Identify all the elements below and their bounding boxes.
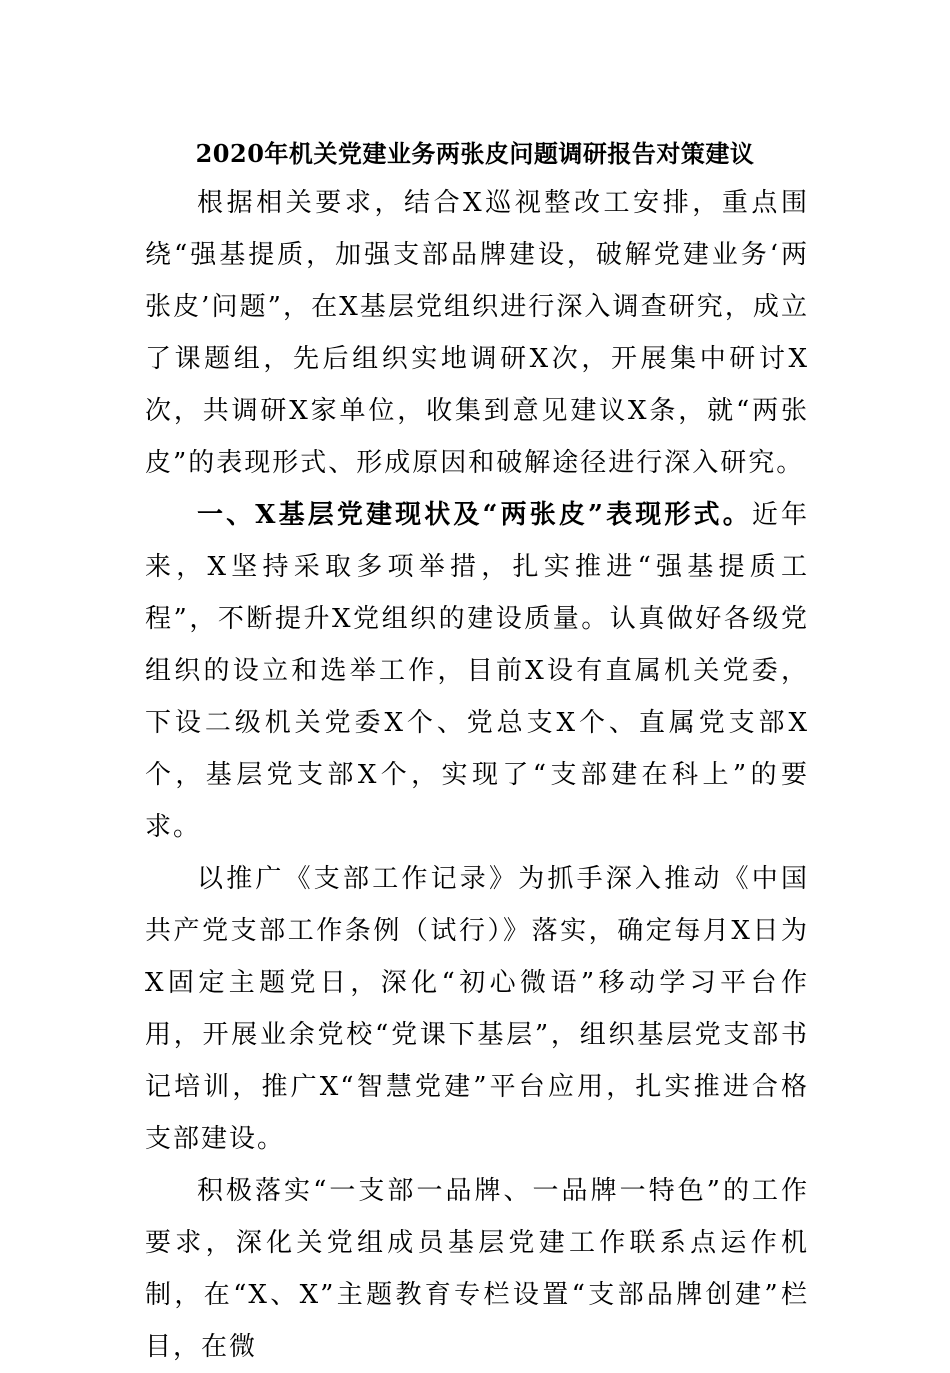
paragraph-text: 积极落实“一支部一品牌、一品牌一特色”的工作要求，深化关党组成员基层党建工作联系点运作机制，在“X、X”主题教育专栏设置“支部品牌创建”栏目，在微 [145,1176,809,1362]
paragraph-text: 根据相关要求，结合X巡视整改工安排，重点围绕“强基提质，加强支部品牌建设，破解党建业务‘两张皮’问题”，在X基层党组织进行深入调查研究，成立了课题组，先后组织实地调研X次，开展集中研讨X次，共调研X家单位，收集到意见建议X条，就“两张皮”的表现形式、形成原因和破解途径进行深入研究。 [145,188,809,478]
document-title: 2020年机关党建业务两张皮问题调研报告对策建议 [195,139,755,168]
paragraph-section-one [145,489,809,853]
paragraph-text: 以推广《支部工作记录》为抓手深入推动《中国共产党支部工作条例（试行）》落实，确定每月X日为X固定主题党日，深化“初心微语”移动学习平台作用，开展业余党校“党课下基层”，组织基层党支部书记培训，推广X“智慧党建”平台应用，扎实推进合格支部建设。 [145,864,809,1154]
paragraph-branch-work [145,853,809,1165]
document-body [145,177,809,1373]
paragraph-brand-building [145,1165,809,1373]
paragraph-intro [145,177,809,489]
section-heading: 一、X基层党建现状及“两张皮”表现形式。 [197,500,752,530]
paragraph-text: 近年来，X坚持采取多项举措，扎实推进“强基提质工程”，不断提升X党组织的建设质量。认真做好各级党组织的设立和选举工作，目前X设有直属机关党委，下设二级机关党委X个、党总支X个、直属党支部X个，基层党支部X个，实现了“支部建在科上”的要求。 [145,500,809,842]
